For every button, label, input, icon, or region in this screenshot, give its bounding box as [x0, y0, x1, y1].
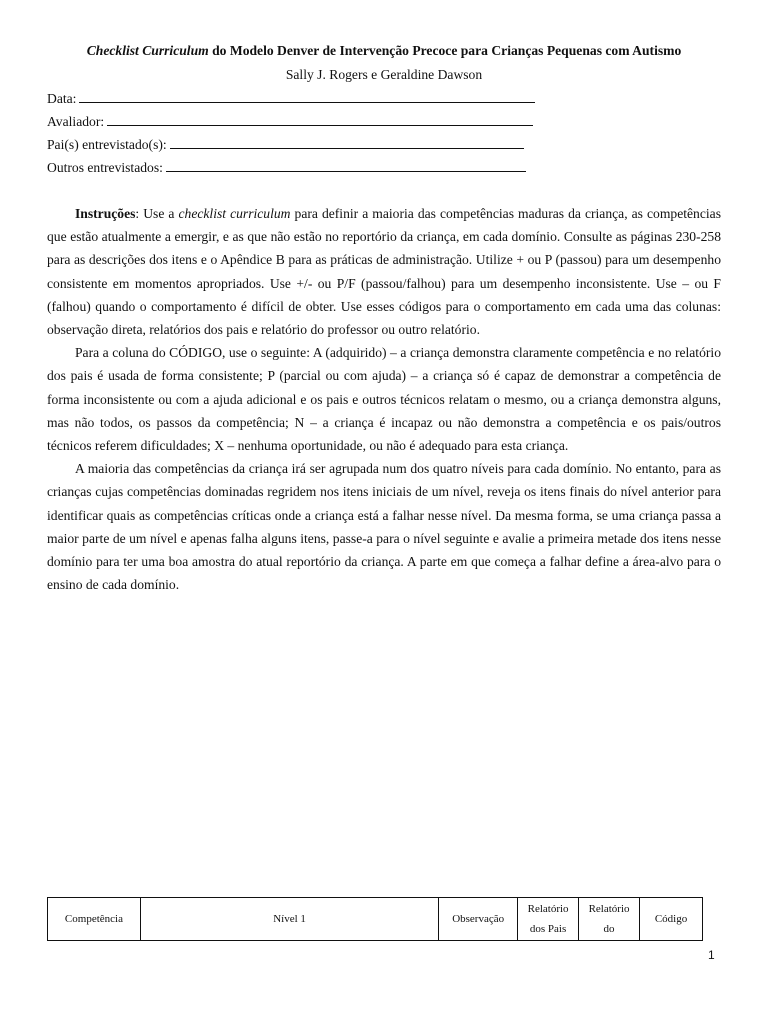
title-italic: Checklist Curriculum [86, 43, 209, 58]
field-label: Data: [47, 91, 77, 106]
field-label: Outros entrevistados: [47, 160, 163, 175]
field-data [47, 90, 535, 108]
blank-line [170, 136, 524, 149]
instructions-lead: Instruções [75, 206, 136, 221]
header-codigo: Código [640, 898, 703, 941]
header-relatorio-do: Relatório do [579, 898, 640, 941]
competency-table-header [47, 897, 703, 941]
document-title [0, 42, 768, 60]
header-nivel: Nível 1 [140, 898, 438, 941]
authors: Sally J. Rogers e Geraldine Dawson [285, 67, 483, 82]
blank-line [79, 90, 535, 103]
instructions-paragraph-1: Instruções: Use a checklist curriculum para definir a maioria das competências maduras da criança, as competências que estão atualmente a emergir, e as que não estão no reportório da criança, em cada domínio. Consulte as páginas 230-258 para as descrições dos itens e o Apêndice B para as práticas de administração. Utilize + ou P (passou) para um desempenho consistente em momentos apropriados. Use +/- ou P/F (passou/falhou) para um desempenho inconsistente. Use – ou F (falhou) quando o comportamento é difícil de obter. Use esses códigos para o comportamento em cada uma das colunas: observação direta, relatórios dos pais e relatório do professor ou outro relatório. [47, 206, 721, 338]
field-label: Avaliador: [47, 114, 105, 129]
header-relatorio-pais: Relatório dos Pais [518, 898, 579, 941]
field-pais-entrevistados [47, 136, 524, 154]
field-avaliador [47, 113, 533, 131]
field-label: Pai(s) entrevistado(s): [47, 137, 167, 152]
header-competencia: Competência [48, 898, 141, 941]
title-rest: do Modelo Denver de Intervenção Precoce para Crianças Pequenas com Autismo [208, 43, 682, 58]
page-number: 1 [708, 948, 715, 962]
blank-line [107, 113, 533, 126]
table-row [48, 898, 703, 941]
header-observacao: Observação [439, 898, 518, 941]
blank-line [166, 159, 526, 172]
instructions-block [47, 202, 721, 596]
instructions-paragraph-3: A maioria das competências da criança irá ser agrupada num dos quatro níveis para cada domínio. No entanto, para as crianças cujas competências dominadas regridem nos itens iniciais de um nível, reveja os itens finais do nível anterior para identificar quais as competências críticas onde a criança está a falhar nesse nível. Da mesma forma, se uma criança passa a maior parte de um nível e apenas falha alguns itens, passe-a para o nível seguinte e avalie a primeira metade dos itens nesse domínio para ter uma boa amostra do atual reportório da criança. A parte em que começa a falhar define a área-alvo para o ensino de cada domínio. [47, 461, 721, 593]
instructions-paragraph-2: Para a coluna do CÓDIGO, use o seguinte: A (adquirido) – a criança demonstra claramente competência e no relatório dos pais é usada de forma consistente; P (parcial ou com ajuda) – a criança só é capaz de demonstrar a competência de forma inconsistente ou com a ajuda adicional e os pais e outros técnicos relatam o mesmo, ou a criança demonstra alguns, mas não todos, os passos da competência; N – a criança é incapaz ou não demonstra a competência e os pais/outros técnicos referem dificuldades; X – nenhuma oportunidade, ou não é adequado para esta criança. [47, 345, 721, 454]
field-outros-entrevistados [47, 159, 526, 177]
